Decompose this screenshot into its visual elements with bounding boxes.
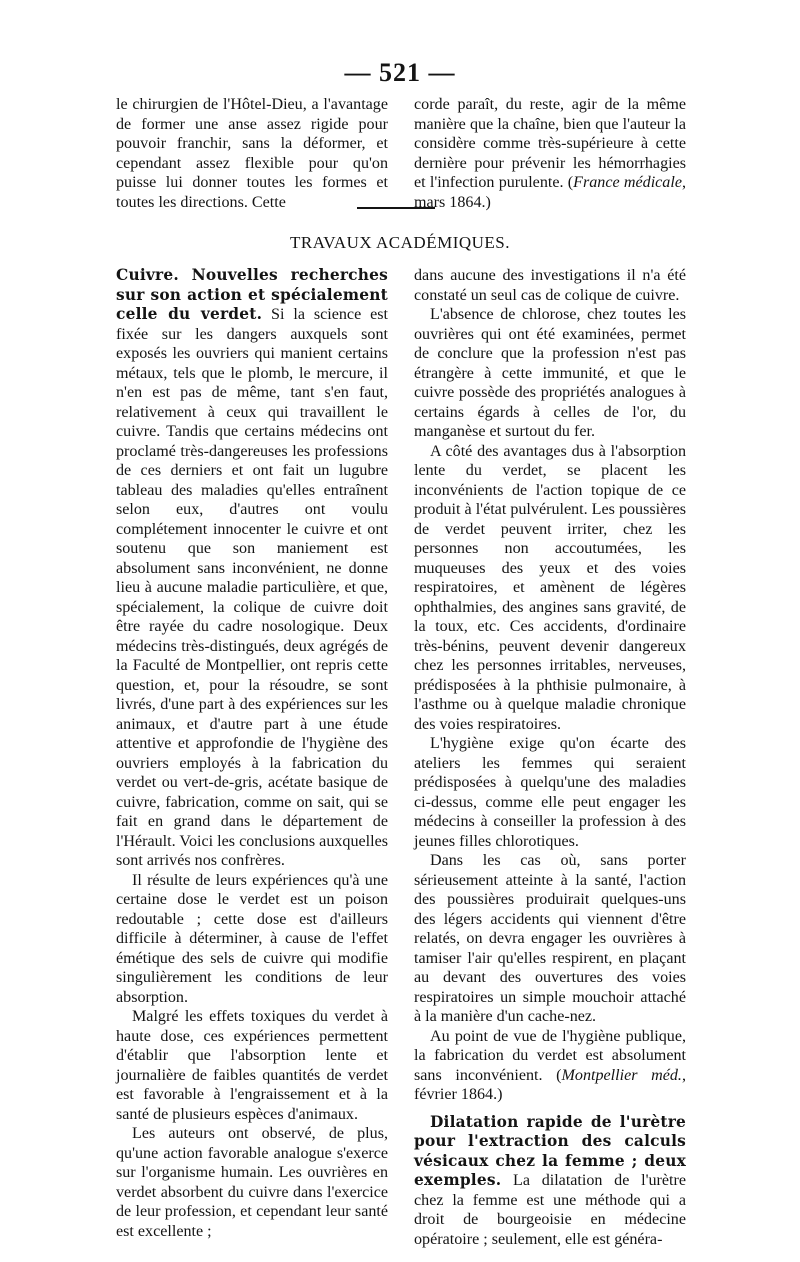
continued-text: corde paraît, du reste, agir de la même manière que la chaîne, bien que l'auteur la considère comme très-supérieure à cette dernière pour prévenir les hémorrhagies et l'infection purulente. (	[414, 96, 686, 191]
article-paragraph: L'absence de chlorose, chez toutes les ouvrières qui ont été examinées, permet de conclure que la profession n'est pas étrangère à cette immunité, et que le cuivre possède des propriétés analogues à certains égards à celles de l'or, du manganèse et surtout du fer.	[414, 306, 686, 440]
section-divider	[357, 207, 435, 209]
right-column	[414, 266, 686, 1249]
article-paragraph: L'hygiène exige qu'on écarte des ateliers les femmes qui seraient prédisposées à quelqu'une des maladies ci-dessus, comme elle peut engager les médecins à conseiller la profession à des jeunes filles chlorotiques.	[414, 735, 686, 850]
page-number: — 521 —	[344, 58, 456, 87]
top-right-column	[414, 95, 686, 212]
article-title: Cuivre. Nouvelles recherches sur son action et spécialement celle du verdet.	[116, 266, 388, 323]
article-paragraph: A côté des avantages dus à l'absorption lente du verdet, se placent les inconvénients de l'action topique de ce produit à l'état pulvérulent. Les poussières de verdet peuvent irriter, chez les personnes non accoutumées, les muqueuses des yeux et des voies respiratoires, et amènent de légères ophthalmies, des angines sans gravité, de la toux, etc. Ces accidents, d'ordinaire très-bénins, peuvent devenir dangereux chez les personnes irritables, nerveuses, prédisposées à la phthisie pulmonaire, à l'asthme ou à quelque maladie chronique des voies respiratoires.	[414, 442, 686, 733]
article-paragraph	[116, 266, 388, 871]
article-title: Dilatation rapide de l'urètre pour l'extraction des calculs vésicaux chez la femme ; deux exemples.	[414, 1112, 686, 1189]
article-paragraph: Il résulte de leurs expériences qu'à une certaine dose le verdet est un poison redoutable ; cette dose est d'ailleurs difficile à déterminer, à cause de l'effet émétique des sels de cuivre qui modifie singulièrement les conditions de leur absorption.	[116, 871, 388, 1006]
article-paragraph: Dans les cas où, sans porter sérieusement atteinte à la santé, l'action des poussières produirait quelques-uns des légers accidents qui viennent d'être relatés, on devra engager les ouvrières à tamiser l'air qu'elles respirent, en plaçant au devant des ouvertures des voies respiratoires un simple mouchoir attaché à la manière d'un cache-nez.	[414, 852, 686, 1025]
article-paragraph: Malgré les effets toxiques du verdet à haute dose, ces expériences permettent d'établir que l'absorption lente et journalière de faibles quantités de verdet est favorable à l'engraissement et à la santé de plusieurs espèces d'animaux.	[116, 1008, 388, 1123]
source-citation: Montpellier méd.	[561, 1066, 682, 1084]
top-left-column	[116, 95, 388, 212]
article-paragraph: dans aucune des investigations il n'a été constaté un seul cas de colique de cuivre.	[414, 267, 686, 304]
article-paragraph: Les auteurs ont observé, de plus, qu'une action favorable analogue s'exerce sur l'organisme humain. Les ouvrières en verdet absorbent du cuivre dans l'exercice de leur profession, et cependant leur santé est excellente ;	[116, 1125, 388, 1240]
article-body-text: La dilatation de l'urètre chez la femme est une méthode qui a droit de bourgeoisie en médecine opératoire ; seulement, elle est généra-	[414, 1172, 686, 1248]
left-column	[116, 266, 388, 1241]
source-citation: France médicale	[573, 174, 682, 191]
continued-paragraph-left: le chirurgien de l'Hôtel-Dieu, a l'avantage de former une anse assez rigide pour pouvoir franchir, sans la déformer, et cependant assez flexible pour qu'on puisse lui donner toutes les formes et toutes les directions. Cette	[116, 96, 388, 211]
article-paragraph	[414, 1113, 686, 1250]
citation-date: , mars 1864.)	[414, 174, 686, 211]
article-paragraph	[414, 1027, 686, 1105]
closing-text: Au point de vue de l'hygiène publique, la fabrication du verdet est absolument sans inconvénient. (	[414, 1027, 686, 1084]
citation-date: , février 1864.)	[414, 1066, 686, 1103]
article-intro-text: Si la science est fixée sur les dangers auxquels sont exposés les ouvriers qui manient certains métaux, tels que le plomb, le mercure, il n'en est pas de même, tant s'en faut, relativement à ceux qui travaillent le cuivre. Tandis que certains médecins ont proclamé très-dangereuses les professions de ces derniers et ont fait un lugubre tableau des maladies qu'elles entraînent selon eux, d'autres ont voulu complétement innocenter le cuivre et ont soutenu que son maniement est absolument sans inconvénient, ne donne lieu à aucune maladie particulière, et que, spécialement, la colique de cuivre doit être rayée du cadre nosologique. Deux médecins très-distingués, deux agrégés de la Faculté de Montpellier, ont repris cette question, et, pour la résoudre, se sont livrés, d'une part à des expériences sur les animaux, et d'autre part à une étude attentive et approfondie de l'hygiène des ouvriers employés à la fabrication du verdet ou vert-de-gris, acétate basique de cuivre, fabrication, comme on sait, qui se fait en grand dans le département de l'Hérault. Voici les conclusions auxquelles sont arrivés nos confrères.	[116, 306, 388, 869]
section-title: TRAVAUX ACADÉMIQUES.	[289, 233, 510, 252]
continued-paragraph-right	[414, 95, 686, 212]
